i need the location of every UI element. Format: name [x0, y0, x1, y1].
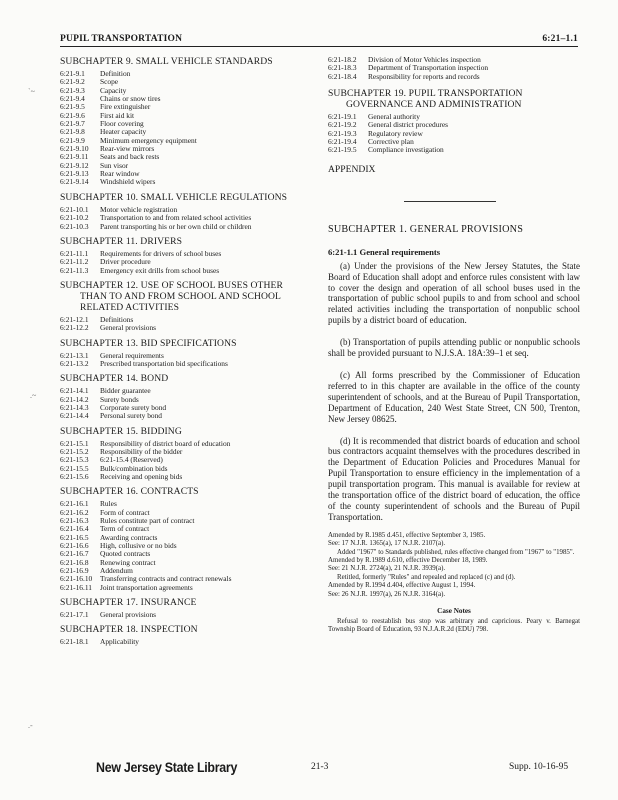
history-line: Amended by R.1985 d.451, effective September 3, 1985. — [328, 531, 486, 539]
toc-entry — [60, 324, 312, 332]
toc-entry-title: Responsibility for reports and records — [368, 72, 480, 81]
toc-entry — [60, 542, 312, 550]
history-notes — [328, 532, 580, 599]
toc-subchapter-heading: SUBCHAPTER 12. USE OF SCHOOL BUSES OTHER THAN TO AND FROM SCHOOL AND SCHOOL RELATED ACTIVITIES — [60, 279, 284, 313]
toc-entry-number: 6:21-9.12 — [60, 160, 89, 170]
toc-entry-title: Regulatory review — [368, 129, 423, 138]
toc-entry — [60, 214, 312, 222]
toc-entry-number: 6:21-9.13 — [60, 169, 89, 179]
toc-entry — [328, 146, 580, 154]
toc-entry-title: Form of contract — [100, 508, 150, 517]
toc-entry — [60, 137, 312, 145]
toc-entry-title: First aid kit — [100, 111, 135, 120]
toc-subchapter-heading: SUBCHAPTER 11. DRIVERS — [60, 235, 183, 247]
toc-entry-number: 6:21-16.7 — [60, 549, 89, 559]
toc-entry-number: 6:21-12.2 — [60, 323, 89, 333]
toc-entry-title: Department of Transportation inspection — [368, 64, 489, 73]
toc-entry-title: General district procedures — [368, 121, 449, 130]
toc-entry-title: Seats and back rests — [100, 153, 160, 162]
toc-entry — [60, 465, 312, 473]
toc-entry-title: Transferring contracts and contract renewals — [100, 575, 232, 584]
toc-entry-title: Renewing contract — [100, 558, 156, 567]
toc-entry-number: 6:21-14.4 — [60, 411, 89, 421]
toc-entry — [60, 584, 312, 592]
toc-entry-title: Rear window — [100, 170, 140, 179]
toc-entry-number: 6:21-15.3 — [60, 455, 89, 465]
toc-entry-number: 6:21-16.5 — [60, 532, 89, 542]
toc-entry-title: Quoted contracts — [100, 550, 151, 559]
toc-entry-number: 6:21-15.6 — [60, 472, 89, 481]
toc-subchapter-heading: SUBCHAPTER 16. CONTRACTS — [60, 486, 199, 498]
toc-entry-title: Windshield wipers — [100, 178, 156, 187]
toc-entry — [60, 567, 312, 575]
toc-subchapter-list — [60, 611, 312, 619]
toc-entry — [60, 448, 312, 456]
toc-entry — [60, 404, 312, 412]
toc-entry — [60, 206, 312, 214]
section-title: 6:21-1.1 General requirements — [328, 246, 441, 257]
header-title: PUPIL TRANSPORTATION — [60, 34, 183, 44]
case-notes-heading: Case Notes — [437, 607, 471, 616]
toc-entry-number: 6:21-13.1 — [60, 350, 89, 360]
toc-entry — [60, 517, 312, 525]
toc-entry — [60, 525, 312, 533]
toc-entry-number: 6:21-9.14 — [60, 177, 89, 187]
right-column — [328, 56, 580, 635]
toc-entry — [60, 170, 312, 178]
toc-entry-number: 6:21-9.3 — [60, 85, 85, 95]
toc-entry-title: Driver procedure — [100, 258, 151, 267]
toc-entry — [60, 412, 312, 420]
toc-entry-title: High, collusive or no bids — [100, 542, 177, 551]
subchapter-title: SUBCHAPTER 1. GENERAL PROVISIONS — [328, 223, 524, 235]
toc-entry-title: Personal surety bond — [100, 412, 162, 421]
toc-entry — [60, 153, 312, 161]
toc-entry — [60, 258, 312, 266]
toc-entry — [60, 223, 312, 231]
toc-entry-title: Bidder guarantee — [100, 387, 151, 396]
toc-entry-title: Transportation to and from related school activities — [100, 214, 252, 223]
toc-entry-number: 6:21-10.3 — [60, 221, 89, 231]
toc-appendix: APPENDIX — [328, 163, 376, 175]
toc-entry-number: 6:21-11.2 — [60, 257, 89, 267]
toc-entry — [60, 78, 312, 86]
toc-entry-number: 6:21-11.1 — [60, 248, 89, 258]
toc-entry-number: 6:21-9.1 — [60, 69, 85, 78]
paragraph-c: (c) All forms prescribed by the Commissioner of Education referred to in this chapter are available in the office of the county superintendent of schools, and at the Bureau of Pupil Transportation, Department of Education, 240 West State Street, CN 500, Trenton, New Jersey 08625. — [328, 370, 580, 424]
toc-entry — [328, 113, 580, 121]
toc-entry-number: 6:21-19.5 — [328, 145, 357, 155]
toc-entry-number: 6:21-16.11 — [60, 582, 92, 592]
toc-entry — [60, 559, 312, 567]
toc-entry-title: Heater capacity — [100, 128, 147, 137]
toc-entry-title: Scope — [100, 78, 119, 87]
toc-entry-number: 6:21-16.10 — [60, 574, 93, 584]
toc-subchapter-heading: SUBCHAPTER 18. INSPECTION — [60, 624, 198, 636]
toc-entry-number: 6:21-9.11 — [60, 152, 89, 162]
toc-entry-title: Rear-view mirrors — [100, 145, 155, 154]
toc-entry-number: 6:21-16.9 — [60, 566, 89, 576]
toc-entry — [328, 64, 580, 72]
paragraph-d: (d) It is recommended that district boards of education and school bus contractors acquaint themselves with the procedures described in the Department of Education Policies and Procedures Manual for Pupil Transportation to ensure efficiency in the implementation of a pupil transportation program. This manual is available for review at the transportation office of the district board of education, the office of the county superintendent of schools and the Bureau of Pupil Transportation. — [328, 435, 580, 522]
toc-entry — [60, 352, 312, 360]
toc-subchapter-heading: SUBCHAPTER 17. INSURANCE — [60, 597, 197, 609]
toc-entry-title: Chains or snow tires — [100, 95, 161, 104]
toc-entry-title: Emergency exit drills from school buses — [100, 266, 220, 275]
toc-entry-title: Definition — [100, 70, 131, 78]
toc-entry-title: Capacity — [100, 86, 127, 95]
toc-entry-number: 6:21-9.4 — [60, 94, 85, 104]
toc-entry — [60, 638, 312, 646]
toc-entry-title: Joint transportation agreements — [100, 583, 193, 592]
toc-entry-title: Parent transporting his or her own child or children — [100, 222, 252, 231]
toc-entry — [60, 396, 312, 404]
toc-subchapter-19 — [328, 113, 580, 155]
toc-entry-title: General authority — [368, 113, 420, 122]
toc-entry-number: 6:21-16.8 — [60, 557, 89, 567]
toc-entry — [60, 575, 312, 583]
toc-entry-title: Floor covering — [100, 120, 144, 129]
toc-entry — [60, 178, 312, 186]
toc-entry-title: Definitions — [100, 315, 134, 324]
toc-subchapter-heading: SUBCHAPTER 9. SMALL VEHICLE STANDARDS — [60, 56, 273, 67]
history-line: Added "1967" to Standards published, rules effective changed from "1967" to "1985". — [337, 548, 575, 556]
toc-entry-number: 6:21-12.1 — [60, 314, 89, 324]
section-divider — [404, 201, 496, 202]
history-line: Amended by R.1989 d.610, effective December 18, 1989. — [328, 557, 488, 564]
toc-entry-number: 6:21-10.1 — [60, 204, 89, 214]
toc-entry-title: Motor vehicle registration — [100, 205, 178, 214]
toc-entry-number: 6:21-9.2 — [60, 77, 85, 87]
toc-entry-number: 6:21-11.3 — [60, 265, 89, 275]
toc-subchapter-list — [60, 387, 312, 420]
toc-entry — [60, 509, 312, 517]
toc-entry-number: 6:21-16.2 — [60, 507, 89, 517]
toc-entry-title: Awarding contracts — [100, 533, 158, 542]
toc-entry-title: Minimum emergency equipment — [100, 136, 197, 145]
toc-entry — [60, 440, 312, 448]
toc-subchapter-heading: SUBCHAPTER 10. SMALL VEHICLE REGULATIONS — [60, 191, 288, 203]
toc-entry-title: Requirements for drivers of school buses — [100, 249, 222, 258]
library-stamp: New Jersey State Library — [96, 760, 238, 775]
toc-entry-title: Compliance investigation — [368, 146, 444, 155]
scan-mark: `~ — [28, 87, 35, 96]
toc-entry — [60, 95, 312, 103]
toc-entry-title: Corporate surety bond — [100, 403, 167, 412]
toc-entry — [60, 611, 312, 619]
toc-entry-number: 6:21-14.2 — [60, 394, 89, 404]
toc-subchapter-18-continued — [328, 56, 580, 81]
toc-entry-number: 6:21-13.2 — [60, 358, 89, 368]
toc-entry-title: General provisions — [100, 324, 157, 333]
toc-entry-title: Applicability — [100, 638, 139, 647]
toc-entry-number: 6:21-18.1 — [60, 637, 89, 647]
toc-entry-number: 6:21-16.3 — [60, 516, 89, 526]
toc-entry-title: 6:21-15.4 (Reserved) — [100, 456, 163, 465]
toc-subchapter-list — [60, 352, 312, 369]
toc-entry-number: 6:21-14.1 — [60, 386, 89, 396]
toc-subchapter-list — [60, 70, 312, 187]
toc-entry — [60, 87, 312, 95]
toc-entry-title: Sun visor — [100, 161, 129, 170]
toc-entry-title: Responsibility of district board of education — [100, 439, 231, 448]
toc-entry — [60, 360, 312, 368]
toc-entry-number: 6:21-9.5 — [60, 102, 85, 112]
toc-entry — [60, 120, 312, 128]
toc-entry — [60, 387, 312, 395]
toc-entry-number: 6:21-16.4 — [60, 524, 89, 534]
toc-entry-title: General requirements — [100, 351, 164, 360]
toc-subchapter-list — [60, 440, 312, 482]
toc-entry-title: Addendum — [100, 567, 133, 576]
toc-entry-title: Term of contract — [100, 525, 150, 534]
toc-entry-title: Receiving and opening bids — [100, 473, 183, 481]
scan-mark: .- — [28, 721, 33, 730]
toc-entry — [328, 121, 580, 129]
toc-entry — [60, 103, 312, 111]
toc-entry — [60, 162, 312, 170]
toc-entry — [60, 500, 312, 508]
toc-subchapter-19-heading: SUBCHAPTER 19. PUPIL TRANSPORTATION GOVERNANCE AND ADMINISTRATION — [328, 88, 523, 111]
toc-entry-title: Responsibility of the bidder — [100, 447, 183, 456]
supplement-date: Supp. 10-16-95 — [509, 762, 569, 772]
paragraph-b: (b) Transportation of pupils attending public or nonpublic schools shall be provided pursuant to N.J.S.A. 18A:39–1 et seq. — [328, 337, 580, 359]
toc-entry-number: 6:21-14.3 — [60, 402, 89, 412]
toc-left-column — [60, 56, 312, 647]
paragraph-a: (a) Under the provisions of the New Jersey Statutes, the State Board of Education shall adopt and enforce rules consistent with law to cover the design and operation of all school buses used in the transportation of public school pupils to and from school and school related activities including the transportation of nonpublic school pupils by a district board of education. — [328, 260, 580, 326]
history-line: Amended by R.1994 d.404, effective August 1, 1994. — [328, 582, 476, 590]
history-line: See: 26 N.J.R. 1997(a), 26 N.J.R. 3164(a). — [328, 590, 446, 598]
toc-subchapter-list — [60, 638, 312, 646]
toc-entry — [60, 534, 312, 542]
case-note: Refusal to reestablish bus stop was arbitrary and capricious. Peary v. Barnegat Township Board of Education, 93 N.J.A.R.2d (EDU) 798. — [328, 618, 580, 634]
toc-entry — [60, 250, 312, 258]
toc-entry-number: 6:21-17.1 — [60, 610, 89, 620]
toc-entry-number: 6:21-18.2 — [328, 55, 357, 64]
toc-entry — [60, 267, 312, 275]
toc-entry — [60, 456, 312, 464]
toc-entry-title: Bulk/combination bids — [100, 464, 168, 473]
page-number: 21-3 — [311, 762, 329, 772]
toc-entry-number: 6:21-19.2 — [328, 120, 357, 130]
toc-entry-title: Corrective plan — [368, 138, 414, 147]
toc-entry-number: 6:21-15.1 — [60, 438, 89, 448]
toc-subchapter-list — [60, 500, 312, 592]
toc-entry — [60, 70, 312, 78]
scan-mark: .~ — [30, 391, 37, 400]
toc-entry-title: Rules constitute part of contract — [100, 517, 195, 526]
toc-entry — [60, 145, 312, 153]
toc-entry-number: 6:21-10.2 — [60, 213, 89, 223]
toc-subchapter-heading: SUBCHAPTER 15. BIDDING — [60, 425, 182, 437]
toc-entry-title: Division of Motor Vehicles inspection — [368, 56, 481, 64]
toc-entry-title: Prescribed transportation bid specifications — [100, 359, 228, 368]
toc-entry-number: 6:21-18.3 — [328, 63, 357, 73]
toc-entry-number: 6:21-15.2 — [60, 446, 89, 456]
toc-entry — [328, 73, 580, 81]
toc-entry — [60, 550, 312, 558]
toc-subchapter-heading: SUBCHAPTER 14. BOND — [60, 373, 169, 385]
toc-entry-number: 6:21-9.7 — [60, 119, 85, 129]
header-section: 6:21–1.1 — [542, 34, 578, 44]
toc-entry-number: 6:21-9.8 — [60, 127, 85, 137]
toc-entry — [60, 112, 312, 120]
toc-entry — [60, 473, 312, 481]
toc-entry-number: 6:21-9.10 — [60, 144, 89, 154]
toc-subchapter-list — [60, 250, 312, 275]
toc-entry-number: 6:21-15.5 — [60, 463, 89, 473]
toc-subchapter-list — [60, 206, 312, 231]
toc-entry — [60, 128, 312, 136]
toc-entry-title: Fire extinguisher — [100, 103, 151, 112]
toc-entry — [60, 316, 312, 324]
toc-entry-number: 6:21-19.4 — [328, 137, 357, 147]
toc-entry-title: Surety bonds — [100, 395, 139, 404]
toc-entry — [328, 130, 580, 138]
toc-entry — [328, 56, 580, 64]
toc-entry-number: 6:21-19.1 — [328, 112, 357, 122]
history-line: See: 21 N.J.R. 2724(a), 21 N.J.R. 3939(a). — [328, 565, 446, 573]
toc-entry-number: 6:21-9.9 — [60, 135, 85, 145]
history-line: See: 17 N.J.R. 1365(a), 17 N.J.R. 2107(a). — [328, 540, 446, 548]
toc-entry-number: 6:21-19.3 — [328, 128, 357, 138]
toc-entry-number: 6:21-16.6 — [60, 541, 89, 551]
toc-entry-number: 6:21-16.1 — [60, 499, 89, 509]
toc-entry-number: 6:21-9.6 — [60, 110, 85, 120]
header-rule — [60, 46, 578, 47]
toc-subchapter-heading: SUBCHAPTER 13. BID SPECIFICATIONS — [60, 337, 237, 349]
toc-subchapter-list — [60, 316, 312, 333]
toc-entry-title: Rules — [100, 500, 117, 509]
toc-entry — [328, 138, 580, 146]
toc-entry-number: 6:21-18.4 — [328, 71, 357, 81]
history-line: Retitled, formerly "Rules" and repealed and replaced (c) and (d). — [337, 573, 516, 581]
toc-entry-title: General provisions — [100, 611, 157, 620]
